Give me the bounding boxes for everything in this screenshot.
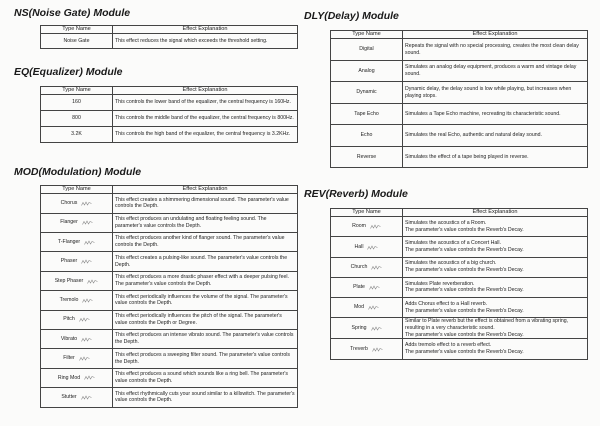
mod-effect-explanation: This effect produces a sound which sounds like a ring bell. The parameter's value controls the Depth. — [115, 371, 288, 384]
mod-type-cell — [41, 330, 113, 349]
mod-effect-explanation-cell — [113, 388, 298, 407]
eq-header-row — [41, 87, 298, 95]
mod-effect-explanation-cell — [113, 310, 298, 329]
eq-type-name: 800 — [41, 111, 113, 127]
rev-row — [331, 237, 588, 257]
rev-effect-explanation: Adds tremolo effect to a reverb effect. — [405, 342, 492, 349]
mod-effect-explanation: This effect produces an undulating and floating feeling sound. The parameter's value controls the Depth. — [115, 216, 267, 229]
rev-col-type-name: Type Name — [331, 209, 403, 217]
mod-row — [41, 291, 298, 310]
ns-table — [40, 25, 298, 49]
rev-type-cell — [331, 237, 403, 257]
dly-row — [331, 103, 588, 125]
rev-type-name: Mod — [353, 304, 365, 311]
dly-header-row — [331, 31, 588, 39]
parameter-wave-icon — [81, 395, 92, 400]
mod-effect-explanation-cell — [113, 271, 298, 290]
eq-effect-explanation: This controls the high band of the equalizer, the central frequency is 3.2KHz. — [113, 127, 298, 143]
mod-effect-explanation-cell — [113, 291, 298, 310]
dly-effect-explanation: Simulates the real Echo, authentic and natural delay sound. — [405, 132, 542, 139]
eq-table — [40, 86, 298, 143]
rev-type-cell — [331, 318, 403, 339]
mod-table — [40, 185, 298, 408]
mod-type-name: Chorus — [60, 200, 78, 207]
mod-row — [41, 388, 298, 407]
rev-col-effect-explanation: Effect Explanation — [403, 209, 588, 217]
dly-type-wrap — [333, 68, 400, 75]
rev-header-row — [331, 209, 588, 217]
dly-effect-explanation-cell — [403, 60, 588, 82]
rev-type-name: Plate — [353, 284, 365, 291]
rev-table — [330, 208, 588, 360]
mod-type-cell — [41, 388, 113, 407]
eq-col-effect-explanation: Effect Explanation — [113, 87, 298, 95]
mod-effect-explanation: This effect produces a more drastic phaser effect with a deeper pulsing feel. The parameter's value controls the Depth. — [115, 274, 289, 288]
parameter-wave-icon — [84, 375, 95, 380]
rev-effect-explanation: Simulates the acoustics of a big church. — [405, 260, 497, 267]
dly-effect-explanation: Simulates a Tape Echo machine, recreating its characteristic sound. — [405, 110, 561, 117]
mod-effect-explanation: This effect rhythmically cuts your sound similar to a killswitch. The parameter's value controls the Depth. — [115, 390, 295, 404]
rev-effect-explanation-cell — [403, 298, 588, 318]
mod-type-name: Step Phaser — [54, 277, 84, 284]
eq-type-name: 160 — [41, 95, 113, 111]
parameter-wave-icon — [371, 326, 382, 331]
mod-row — [41, 271, 298, 290]
rev-effect-explanation: Simulates the acoustics of a Room. — [405, 220, 487, 227]
mod-col-effect-explanation: Effect Explanation — [113, 186, 298, 194]
dly-row — [331, 39, 588, 61]
mod-type-name: Flanger — [60, 219, 78, 226]
mod-row — [41, 194, 298, 213]
mod-type-name: Vibrato — [60, 335, 78, 342]
rev-type-name: Room — [352, 223, 366, 230]
parameter-wave-icon — [84, 240, 95, 245]
eq-row — [41, 127, 298, 143]
dly-type-cell — [331, 39, 403, 61]
rev-type-wrap — [333, 284, 400, 291]
dly-type-name: Reverse — [356, 153, 377, 160]
rev-row — [331, 257, 588, 277]
rev-effect-explanation: Similar to Plate reverb but the effect is obtained from a vibrating spring, resulting in a very characteristic sound. — [405, 318, 569, 331]
mod-row — [41, 213, 298, 232]
mod-effect-explanation: This effect periodically influences the pitch of the signal. The parameter's value controls the Depth or Degree. — [115, 313, 282, 326]
parameter-wave-icon — [367, 245, 378, 250]
mod-effect-explanation-cell — [113, 252, 298, 271]
dly-table — [330, 30, 588, 168]
parameter-wave-icon — [369, 285, 380, 290]
rev-effect-explanation-cell — [403, 217, 588, 237]
rev-type-name: Treverb — [350, 345, 368, 352]
dly-type-name: Analog — [358, 67, 375, 74]
dly-type-name: Digital — [359, 46, 374, 53]
rev-type-cell — [331, 298, 403, 318]
parameter-wave-icon — [82, 298, 93, 303]
rev-effect-parameter-note: The parameter's value controls the Reverb's Decay. — [405, 267, 524, 274]
mod-type-cell — [41, 233, 113, 252]
mod-type-wrap — [43, 375, 110, 382]
parameter-wave-icon — [81, 201, 92, 206]
eq-effect-explanation: This controls the middle band of the equalizer, the central frequency is 800Hz. — [113, 111, 298, 127]
rev-type-wrap — [333, 346, 400, 353]
mod-effect-explanation-cell — [113, 330, 298, 349]
parameter-wave-icon — [81, 337, 92, 342]
mod-type-wrap — [43, 394, 110, 401]
rev-effect-parameter-note: The parameter's value controls the Reverb's Decay. — [405, 331, 524, 338]
mod-row — [41, 310, 298, 329]
eq-row — [41, 111, 298, 127]
rev-effect-explanation-cell — [403, 237, 588, 257]
rev-type-wrap — [333, 304, 400, 311]
dly-effect-explanation: Repeats the signal with no special processing, creates the most clean delay sound. — [405, 42, 579, 56]
rev-effect-parameter-note: The parameter's value controls the Reverb's Decay. — [405, 307, 524, 314]
ns-type-name: Noise Gate — [41, 34, 113, 49]
mod-type-name: T-Flanger — [57, 238, 81, 245]
parameter-wave-icon — [81, 259, 92, 264]
dly-type-name: Echo — [360, 132, 373, 139]
mod-effect-explanation-cell — [113, 368, 298, 387]
mod-effect-explanation: This effect produces a sweeping filter sound. The parameter's value controls the Depth. — [115, 351, 290, 365]
mod-row — [41, 252, 298, 271]
mod-col-type-name: Type Name — [41, 186, 113, 194]
ns-col-type-name: Type Name — [41, 26, 113, 34]
rev-effect-explanation: Simulates Plate reverberation. — [405, 280, 475, 287]
ns-col-effect-explanation: Effect Explanation — [113, 26, 298, 34]
mod-type-wrap — [43, 316, 110, 323]
mod-row — [41, 330, 298, 349]
mod-type-cell — [41, 368, 113, 387]
dly-effect-explanation-cell — [403, 82, 588, 104]
mod-type-cell — [41, 310, 113, 329]
rev-effect-parameter-note: The parameter's value controls the Reverb's Decay. — [405, 349, 524, 356]
dly-col-type-name: Type Name — [331, 31, 403, 39]
mod-type-wrap — [43, 219, 110, 226]
eq-effect-explanation: This controls the lower band of the equalizer, the central frequency is 160Hz. — [113, 95, 298, 111]
rev-type-name: Church — [350, 263, 368, 270]
mod-type-cell — [41, 291, 113, 310]
mod-effect-explanation-cell — [113, 233, 298, 252]
dly-row — [331, 82, 588, 104]
mod-effect-explanation: This effect creates a pulsing-like sound. The parameter's value controls the Depth. — [115, 254, 288, 268]
rev-type-name: Spring — [351, 324, 367, 331]
mod-type-cell — [41, 271, 113, 290]
dly-type-cell — [331, 82, 403, 104]
mod-type-cell — [41, 349, 113, 368]
mod-effect-explanation-cell — [113, 194, 298, 213]
rev-effect-explanation-cell — [403, 339, 588, 359]
parameter-wave-icon — [87, 279, 98, 284]
mod-type-wrap — [43, 278, 110, 285]
dly-effect-explanation-cell — [403, 103, 588, 125]
mod-type-cell — [41, 194, 113, 213]
mod-header-row — [41, 186, 298, 194]
eq-type-name: 3.2K — [41, 127, 113, 143]
mod-type-name: Ring Mod — [57, 374, 81, 381]
rev-effect-parameter-note: The parameter's value controls the Reverb's Decay. — [405, 247, 524, 254]
mod-heading: MOD(Modulation) Module — [14, 166, 142, 178]
ns-row — [41, 34, 298, 49]
rev-row — [331, 339, 588, 359]
dly-effect-explanation: Simulates the effect of a tape being played in reverse. — [405, 153, 529, 160]
rev-effect-parameter-note: The parameter's value controls the Reverb's Decay. — [405, 287, 524, 294]
mod-row — [41, 368, 298, 387]
dly-type-wrap — [333, 132, 400, 139]
mod-type-wrap — [43, 336, 110, 343]
mod-effect-explanation: This effect produces an intense vibrato sound. The parameter's value controls the Depth. — [115, 332, 294, 346]
mod-type-name: Filter — [63, 355, 75, 362]
mod-type-name: Pitch — [63, 316, 75, 323]
dly-effect-explanation-cell — [403, 125, 588, 147]
dly-type-cell — [331, 146, 403, 168]
rev-row — [331, 318, 588, 339]
rev-row — [331, 298, 588, 318]
eq-heading: EQ(Equalizer) Module — [14, 66, 123, 78]
mod-type-name: Phaser — [60, 258, 78, 265]
mod-type-wrap — [43, 297, 110, 304]
rev-effect-explanation: Simulates the acoustics of a Concert Hall. — [405, 240, 502, 247]
mod-effect-explanation: This effect produces another kind of flanger sound. The parameter's value controls the Depth. — [115, 235, 285, 249]
dly-type-cell — [331, 103, 403, 125]
dly-type-wrap — [333, 154, 400, 161]
mod-effect-explanation: This effect creates a shimmering dimensional sound. The parameter's value controls the Depth. — [115, 196, 289, 210]
dly-col-effect-explanation: Effect Explanation — [403, 31, 588, 39]
rev-effect-explanation-cell — [403, 318, 588, 339]
mod-effect-explanation-cell — [113, 349, 298, 368]
dly-effect-explanation-cell — [403, 39, 588, 61]
rev-type-wrap — [333, 264, 400, 271]
parameter-wave-icon — [371, 265, 382, 270]
dly-effect-explanation: Simulates an analog delay equipment, produces a warm and vintage delay sound. — [405, 64, 577, 78]
mod-type-wrap — [43, 258, 110, 265]
rev-row — [331, 217, 588, 237]
rev-row — [331, 277, 588, 297]
ns-heading: NS(Noise Gate) Module — [14, 7, 131, 19]
parameter-wave-icon — [370, 224, 381, 229]
rev-type-name: Hall — [354, 243, 364, 250]
dly-type-wrap — [333, 46, 400, 53]
ns-header-row — [41, 26, 298, 34]
rev-type-cell — [331, 277, 403, 297]
ns-effect-explanation: This effect reduces the signal which exceeds the threshold setting. — [113, 34, 298, 49]
mod-type-cell — [41, 213, 113, 232]
dly-row — [331, 146, 588, 168]
eq-row — [41, 95, 298, 111]
parameter-wave-icon — [368, 305, 379, 310]
rev-effect-explanation-cell — [403, 277, 588, 297]
dly-type-wrap — [333, 89, 400, 96]
dly-type-wrap — [333, 111, 400, 118]
mod-row — [41, 233, 298, 252]
mod-effect-explanation-cell — [113, 213, 298, 232]
dly-effect-explanation: Dynamic delay, the delay sound is low while playing, but increases when playing stops. — [405, 85, 572, 99]
rev-effect-parameter-note: The parameter's value controls the Reverb's Decay. — [405, 226, 524, 233]
mod-effect-explanation: This effect periodically influences the volume of the signal. The parameter's value controls the Depth. — [115, 293, 288, 307]
rev-type-wrap — [333, 223, 400, 230]
mod-row — [41, 349, 298, 368]
parameter-wave-icon — [79, 317, 90, 322]
mod-type-name: Stutter — [61, 393, 77, 400]
dly-type-cell — [331, 125, 403, 147]
mod-type-name: Tremolo — [59, 297, 79, 304]
rev-type-cell — [331, 217, 403, 237]
dly-type-name: Tape Echo — [354, 110, 379, 117]
parameter-wave-icon — [82, 220, 93, 225]
parameter-wave-icon — [372, 347, 383, 352]
mod-type-cell — [41, 252, 113, 271]
dly-heading: DLY(Delay) Module — [304, 10, 399, 22]
dly-effect-explanation-cell — [403, 146, 588, 168]
rev-effect-explanation-cell — [403, 257, 588, 277]
mod-type-wrap — [43, 200, 110, 207]
rev-type-wrap — [333, 325, 400, 332]
rev-type-wrap — [333, 244, 400, 251]
rev-type-cell — [331, 257, 403, 277]
rev-heading: REV(Reverb) Module — [304, 188, 408, 200]
parameter-wave-icon — [79, 356, 90, 361]
dly-row — [331, 60, 588, 82]
mod-type-wrap — [43, 355, 110, 362]
rev-effect-explanation: Adds Chorus effect to a Hall reverb. — [405, 300, 488, 307]
rev-type-cell — [331, 339, 403, 359]
dly-type-name: Dynamic — [356, 89, 377, 96]
dly-row — [331, 125, 588, 147]
dly-type-cell — [331, 60, 403, 82]
mod-type-wrap — [43, 239, 110, 246]
eq-col-type-name: Type Name — [41, 87, 113, 95]
